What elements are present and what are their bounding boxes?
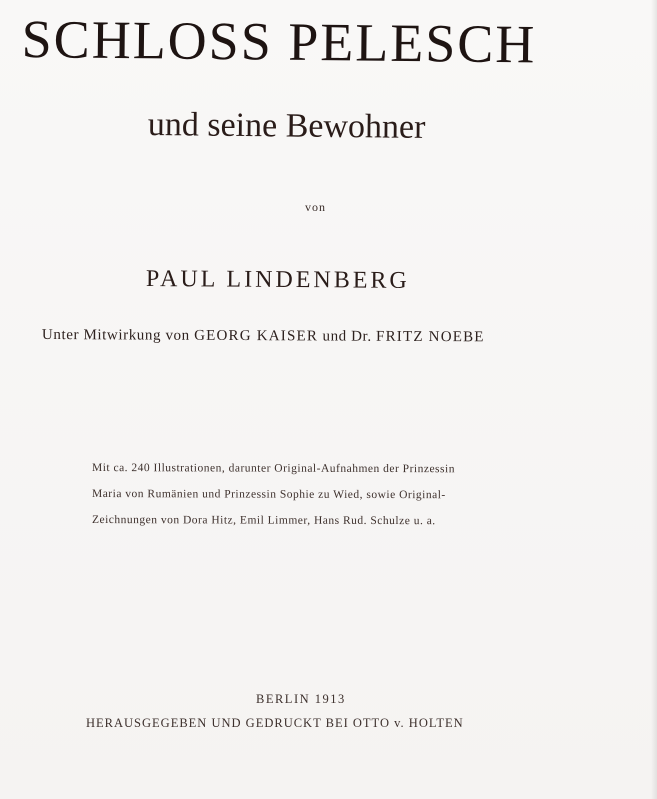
book-subtitle: und seine Bewohner xyxy=(147,106,426,146)
author-name: PAUL LINDENBERG xyxy=(145,266,410,294)
collaboration-prefix: Unter Mitwirkung von xyxy=(41,327,190,344)
by-word: von xyxy=(305,200,326,214)
collaboration-conjunction: und Dr. xyxy=(322,328,372,345)
collaborator-2: FRITZ NOEBE xyxy=(376,328,485,346)
imprint-place-year: BERLIN 1913 xyxy=(256,692,346,706)
imprint-publisher: HERAUSGEGEBEN UND GEDRUCKT BEI OTTO v. HOLTEN xyxy=(86,716,464,730)
book-title: SCHLOSS PELESCH xyxy=(21,9,537,75)
illustrations-line-1: Mit ca. 240 Illustrationen, darunter Original-Aufnahmen der Prinzessin xyxy=(91,462,455,476)
collaboration-line xyxy=(42,327,485,346)
collaborator-1: GEORG KAISER xyxy=(194,327,319,345)
illustrations-line-3: Zeichnungen von Dora Hitz, Emil Limmer, Hans Rud. Schulze u. a. xyxy=(91,514,436,528)
illustrations-line-2: Maria von Rumänien und Prinzessin Sophie zu Wied, sowie Original- xyxy=(91,488,446,502)
